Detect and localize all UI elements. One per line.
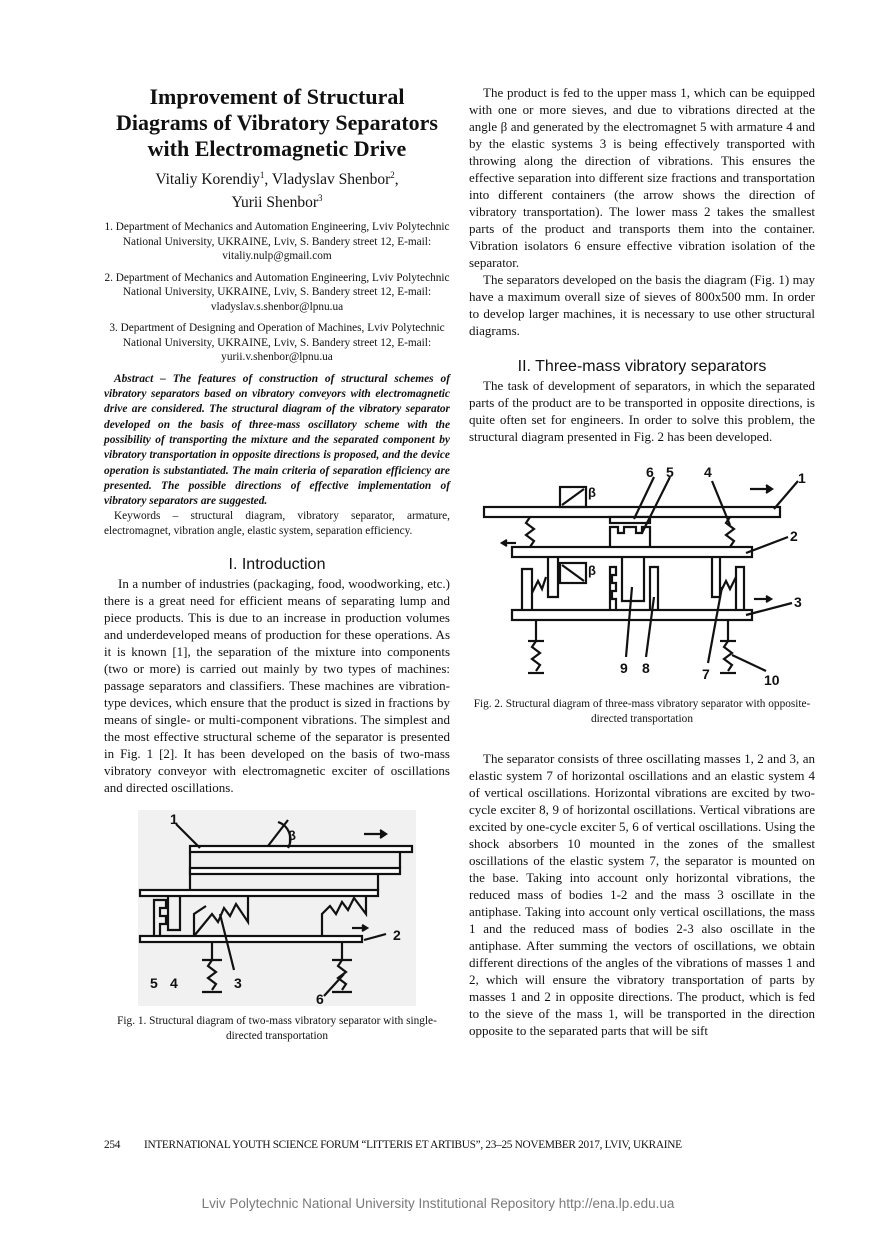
paper-title: Improvement of Structural Diagrams of Vibratory Separators with Electromagnetic Drive bbox=[115, 84, 438, 161]
paragraph: In a number of industries (packaging, food, woodworking, etc.) there is a great need for efficient means of separating lump and piece products. This is due to an increase in production volumes and underdeveloped means of production for these operations. As it is known [1], the separation of the mixture into components (two or more) is carried out mainly by two types of machines: passage separators and classifiers. These machines are vibration-type devices, which ensure that the product is sized in fractions by means of single- or multi-component vibrations. The simplest and the most effective structural scheme of the separator is presented in Fig. 1 [2]. It has been developed on the basis of two-mass vibratory conveyor with electromagnetic exciter of oscillations and directed oscillations. bbox=[104, 576, 450, 796]
fig2-label: 3 bbox=[794, 594, 802, 610]
section-heading-introduction: I. Introduction bbox=[228, 556, 326, 574]
fig2-label: 2 bbox=[790, 528, 798, 544]
fig2-label: 7 bbox=[702, 666, 710, 682]
page-number: 254 bbox=[104, 1139, 121, 1151]
fig2-caption: Fig. 2. Structural diagram of three-mass vibratory separator with opposite-directed transportation bbox=[473, 698, 811, 725]
fig1-caption: Fig. 1. Structural diagram of two-mass vibratory separator with single-directed transportation bbox=[117, 1015, 437, 1042]
fig1-label: 6 bbox=[316, 991, 324, 1007]
fig1-label: 1 bbox=[170, 811, 178, 828]
paragraph: The task of development of separators, in which the separated parts of the product are to be transported in opposite directions, is quite often set for engineers. In order to solve this problem, the structural diagram presented in Fig. 2 has been developed. bbox=[469, 378, 815, 444]
fig1-label: 4 bbox=[170, 975, 178, 992]
section-heading-three-mass: II. Three-mass vibratory separators bbox=[517, 358, 767, 375]
fig2-beta-label: β bbox=[588, 485, 596, 500]
fig2-label: 1 bbox=[798, 470, 806, 486]
figure-2 bbox=[469, 457, 815, 726]
page-footer bbox=[104, 1139, 784, 1151]
figure-1 bbox=[104, 810, 450, 1043]
author-sup: 2 bbox=[390, 170, 395, 180]
author-sup: 1 bbox=[259, 170, 265, 180]
affiliation: 1. Department of Mechanics and Automation Engineering, Lviv Polytechnic National University, UKRAINE, Lviv, S. Bandery street 12, E-mail: vitaliy.nulp@gmail.com bbox=[104, 221, 450, 263]
author-list: Vitaliy Korendiy$^1$, Vladyslav Shenbor$^2$, Yurii Shenbor$^3$ bbox=[155, 170, 399, 212]
fig1-beta-label: β bbox=[288, 828, 296, 844]
fig1-diagram bbox=[138, 810, 416, 1006]
author-name: Yurii Shenbor bbox=[231, 194, 319, 212]
fig2-diagram bbox=[474, 457, 810, 693]
fig1-label: 5 bbox=[150, 975, 158, 992]
abstract-text: The features of construction of structural schemes of vibratory separators based on vibratory conveyors with electromagnetic drive are considered. The structural diagram of the vibratory separator developed on the basis of three-mass oscillatory scheme with the possibility of transporting the mixture and the separated component by vibratory transportation in opposite directions is proposed, and the device operation is substantiated. The main criteria of separation efficiency are presented. The possible directions of effective implementation of vibratory separators are suggested. bbox=[104, 372, 450, 508]
author-sup: 3 bbox=[318, 193, 323, 204]
author-name: Vitaliy Korendiy bbox=[155, 171, 260, 189]
author-name: Vladyslav Shenbor bbox=[271, 171, 391, 189]
affiliation: 2. Department of Mechanics and Automation Engineering, Lviv Polytechnic National University, UKRAINE, Lviv, S. Bandery street 12, E-mail: vladyslav.s.shenbor@lpnu.ua bbox=[104, 271, 450, 313]
paragraph: The separators developed on the basis the diagram (Fig. 1) may have a maximum overall size of sieves of 800x500 mm. In order to develop larger machines, it is necessary to use other structural diagrams. bbox=[469, 272, 815, 338]
fig2-label: 6 bbox=[646, 464, 654, 480]
abstract bbox=[104, 372, 450, 510]
paragraph: The separator consists of three oscillating masses 1, 2 and 3, an elastic system 7 of horizontal oscillations and an elastic system 4 of vertical oscillations. Horizontal vibrations are excited by two-cycle exciter 8, 9 of horizontal oscillations. Vertical vibrations are excited by one-cycle exciter 5, 6 of vertical oscillations. Using the shock absorbers 10 mounted in the zones of the smallest oscillations of the elastic system 7, the separator is mounted on the base. Taking into account only horizontal vibrations, the reduced mass of bodies 1-2 and the mass 3 oscillate in the antiphase. Taking into account only vertical oscillations, the mass 1 and the reduced mass of bodies 2-3 also oscillate in the antiphase. After summing the vectors of oscillations, we obtain different directions of the angles of the vibrations of masses 1 and 2, which will ensure the vibratory transportation of parts by masses 1 and 2 in opposite directions. The product, which is fed to the sieve of the mass 1, will be transported in the direction opposite to the separated parts that will be sift bbox=[469, 751, 815, 1038]
fig2-beta-label: β bbox=[588, 563, 596, 578]
fig2-label: 4 bbox=[704, 464, 712, 480]
fig1-label: 2 bbox=[393, 927, 401, 944]
repository-watermark: Lviv Polytechnic National University Institutional Repository http://ena.lp.edu.ua bbox=[201, 1196, 675, 1211]
fig2-label: 8 bbox=[642, 660, 650, 676]
fig1-label: 3 bbox=[234, 975, 242, 992]
abstract-label: Abstract – bbox=[114, 372, 166, 385]
left-column bbox=[104, 84, 450, 1043]
conference-name: INTERNATIONAL YOUTH SCIENCE FORUM “LITTERIS ET ARTIBUS”, 23–25 NOVEMBER 2017, LVIV, UKRAINE bbox=[144, 1139, 682, 1151]
fig2-label: 5 bbox=[666, 464, 674, 480]
right-column bbox=[469, 84, 815, 1039]
fig2-label: 10 bbox=[764, 672, 780, 688]
fig2-label: 9 bbox=[620, 660, 628, 676]
affiliation: 3. Department of Designing and Operation of Machines, Lviv Polytechnic National University, UKRAINE, Lviv, S. Bandery street 12, E-mail: yurii.v.shenbor@lpnu.ua bbox=[109, 322, 445, 364]
keywords: Keywords – structural diagram, vibratory separator, armature, electromagnet, vibration angle, elastic system, separation efficiency. bbox=[104, 510, 450, 538]
paragraph: The product is fed to the upper mass 1, which can be equipped with one or more sieves, and due to vibrations directed at the angle β and generated by the electromagnet 5 with armature 4 and by the elastic systems 3 is being effectively transported with throwing along the direction of vibrations. This ensures the effective separation into different size fractions and transportation into different containers (the arrow shows the direction of vibratory transportation). The lower mass 2 takes the smallest parts of the product and transports them into the container. Vibration isolators 6 ensure effective vibration isolation of the separator. bbox=[469, 85, 815, 270]
